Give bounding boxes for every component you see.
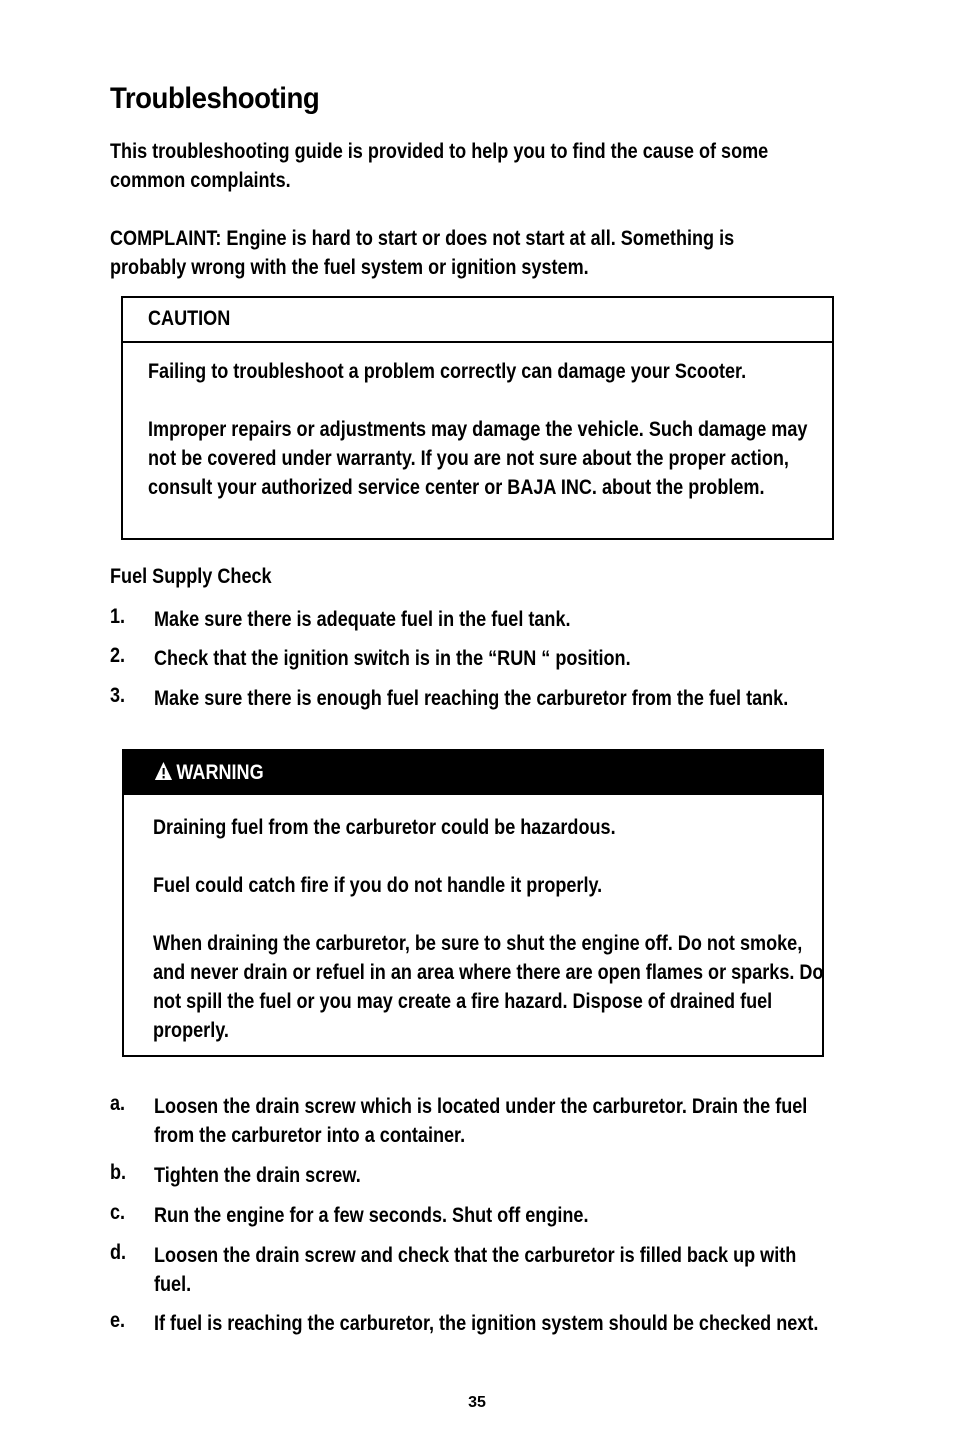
caution-text-2: Improper repairs or adjustments may damage the vehicle. Such damage may not be covered under warranty. If you are not sure about the proper action, consult your authorized service center or BAJA INC. about the problem.	[148, 418, 808, 499]
list-marker: 2.	[110, 644, 126, 667]
warning-box	[122, 749, 824, 1057]
list-marker: a.	[110, 1092, 126, 1115]
warning-header	[122, 749, 824, 795]
list-item-text: Check that the ignition switch is in the “RUN “ position.	[154, 647, 631, 670]
intro-paragraph: This troubleshooting guide is provided to help you to find the cause of some common complaints.	[110, 140, 769, 192]
fuel-supply-check-heading: Fuel Supply Check	[110, 565, 272, 588]
caution-box	[121, 296, 834, 540]
list-item-text: Run the engine for a few seconds. Shut off engine.	[154, 1204, 589, 1227]
list-marker: 1.	[110, 605, 126, 628]
list-marker: b.	[110, 1161, 127, 1184]
warning-triangle-icon	[154, 761, 173, 787]
warning-text-3: When draining the carburetor, be sure to shut the engine off. Do not smoke, and never drain or refuel in an area where there are open flames or sparks. Do not spill the fuel or you may create a fire hazard. Dispose of drained fuel properly.	[153, 932, 824, 1042]
page-title: Troubleshooting	[110, 82, 320, 115]
warning-heading: WARNING	[176, 761, 264, 784]
complaint-paragraph: COMPLAINT: Engine is hard to start or does not start at all. Something is probably wrong with the fuel system or ignition system.	[110, 227, 735, 279]
list-marker: e.	[110, 1309, 126, 1332]
list-item-text: Make sure there is adequate fuel in the fuel tank.	[154, 608, 571, 631]
warning-text-1: Draining fuel from the carburetor could be hazardous.	[153, 816, 616, 839]
caution-header	[123, 298, 832, 343]
list-marker: 3.	[110, 684, 126, 707]
page-number: 35	[468, 1394, 486, 1411]
warning-text-2: Fuel could catch fire if you do not handle it properly.	[153, 874, 603, 897]
caution-text-1: Failing to troubleshoot a problem correctly can damage your Scooter.	[148, 360, 747, 383]
caution-heading: CAUTION	[148, 307, 231, 330]
list-item-text: Loosen the drain screw which is located under the carburetor. Drain the fuel from the carburetor into a container.	[154, 1095, 808, 1147]
list-marker: d.	[110, 1241, 127, 1264]
list-item-text: Make sure there is enough fuel reaching the carburetor from the fuel tank.	[154, 687, 789, 710]
list-item-text: Tighten the drain screw.	[154, 1164, 361, 1187]
list-item-text: If fuel is reaching the carburetor, the ignition system should be checked next.	[154, 1312, 819, 1335]
list-marker: c.	[110, 1201, 126, 1224]
list-item-text: Loosen the drain screw and check that the carburetor is filled back up with fuel.	[154, 1244, 797, 1296]
